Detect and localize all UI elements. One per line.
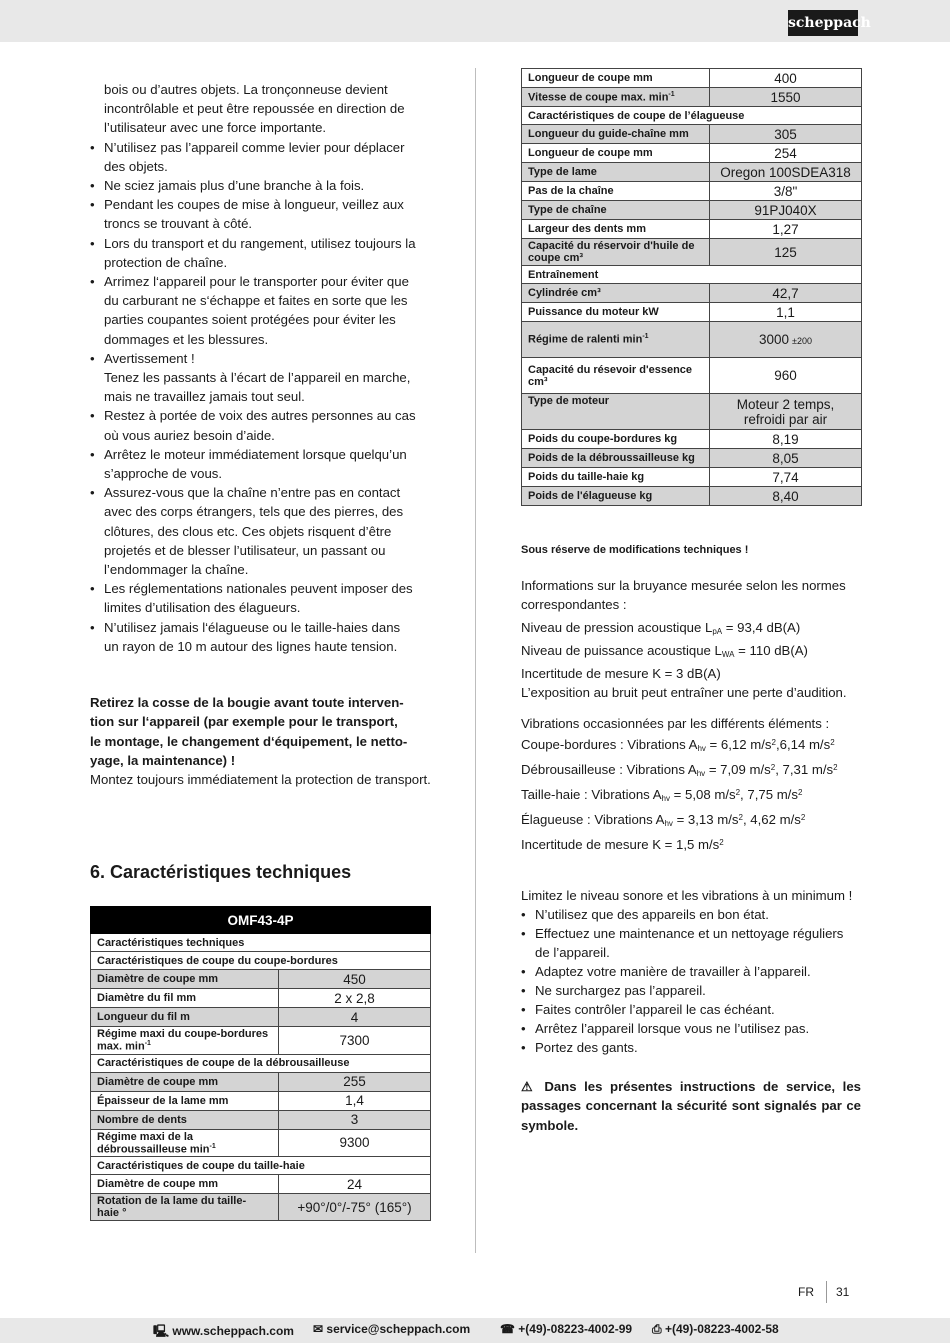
phone-icon: ☎	[500, 1322, 515, 1336]
fax-icon: ⎙	[652, 1322, 662, 1336]
section-heading: 6. Caractéristiques techniques	[90, 862, 352, 882]
bullet-item	[90, 272, 430, 349]
text-line: • N’utilisez jamais l‘élagueuse ou le taille-haies dans	[104, 619, 401, 635]
table-row	[91, 1091, 431, 1110]
model-header: OMF43-4P	[91, 907, 431, 934]
spec-value: 7300	[279, 1027, 431, 1055]
table-row	[91, 1027, 431, 1055]
table-row	[522, 239, 862, 266]
table-row	[522, 220, 862, 239]
bullet-item	[521, 1038, 866, 1057]
spec-label: Type de chaîne	[522, 201, 710, 220]
spec-value: 8,19	[710, 430, 862, 449]
table-row	[91, 1110, 431, 1129]
bullet-item	[90, 138, 430, 176]
spec-value: 3/8"	[710, 182, 862, 201]
spec-value: 8,40	[710, 487, 862, 506]
table-row	[522, 358, 862, 394]
table-row	[522, 284, 862, 303]
table-row	[522, 125, 862, 144]
spec-value: 305	[710, 125, 862, 144]
bullet-item	[90, 618, 430, 656]
spec-label: Nombre de dents	[91, 1110, 279, 1129]
spec-label: Puissance du moteur kW	[522, 303, 710, 322]
left-safety-text	[90, 80, 430, 656]
text-line: • Adaptez votre manière de travailler à l’appareil.	[535, 964, 811, 979]
spec-value: 3	[279, 1110, 431, 1129]
spec-label: Poids du coupe-bordures kg	[522, 430, 710, 449]
text-line: l’endommager la chaîne.	[104, 562, 249, 578]
text-line: • Lors du transport et du rangement, utilisez toujours la	[104, 235, 416, 251]
email-link[interactable]	[313, 1322, 470, 1336]
spec-label: Poids de l'élagueuse kg	[522, 487, 710, 506]
text-line: • Faites contrôler l’appareil le cas échéant.	[535, 1002, 775, 1017]
section-label: Caractéristiques de coupe du coupe-bordures	[91, 952, 431, 970]
spec-value: Oregon 100SDEA318	[710, 163, 862, 182]
vibration-line: Débrousailleuse : Vibrations $A_{hv} = 7,09$ $m/s^2$, 7,31 $m/s^2$	[521, 762, 838, 778]
table-row	[522, 487, 862, 506]
section-label: Caractéristiques de coupe de la débrousailleuse	[91, 1054, 431, 1072]
bullet-item	[90, 176, 430, 195]
vibration-line: Coupe-bordures : Vibrations $A_{hv} = 6,12$ $m/s^2,6,14$ $m/s^2$	[521, 737, 835, 753]
spec-value: 24	[279, 1175, 431, 1194]
vibration-intro: Vibrations occasionnées par les différents éléments :	[521, 716, 830, 731]
spec-value: Moteur 2 temps, refroidi par air	[710, 394, 862, 430]
spec-value: 1550	[710, 88, 862, 107]
table-row	[522, 69, 862, 88]
table-row	[91, 989, 431, 1008]
spec-value: 1,1	[710, 303, 862, 322]
spec-value: 7,74	[710, 468, 862, 487]
spec-label: Régime maxi du coupe-bordures max. $\min^{-1}$	[91, 1027, 279, 1055]
table-row	[522, 182, 862, 201]
spec-value: +90°/0°/-75° (165°)	[279, 1194, 431, 1221]
page-number: 31	[836, 1285, 850, 1299]
text-line: • Effectuez une maintenance et un nettoyage réguliers	[535, 926, 844, 941]
table-row	[91, 1194, 431, 1221]
bullet-item	[90, 483, 430, 579]
sound-power-line: Niveau de puissance acoustique $L_{WA} = 110$ dB(A)	[521, 643, 808, 659]
text-line: • N’utilisez pas l’appareil comme levier pour déplacer	[104, 139, 405, 155]
contact-bar	[0, 1318, 950, 1343]
table-section-row	[91, 1054, 431, 1072]
spec-value: 42,7	[710, 284, 862, 303]
text-line: de l’appareil.	[535, 945, 610, 960]
spec-label: Longueur du guide-chaîne mm	[522, 125, 710, 144]
table-row	[91, 1129, 431, 1157]
spec-value: 9300	[279, 1129, 431, 1157]
text-line: • Avertissement !	[104, 350, 195, 366]
bullet-item	[90, 445, 430, 483]
spec-value: 960	[710, 358, 862, 394]
text-line: le montage, le changement d‘équipement, le netto-	[90, 733, 408, 749]
spec-value: 3000 ±200	[710, 322, 862, 358]
table-section-row	[91, 1157, 431, 1175]
text-line: limites d’utilisation des élagueurs.	[104, 600, 301, 616]
vibration-block	[521, 714, 866, 854]
spec-label: Poids de la débroussailleuse kg	[522, 449, 710, 468]
text-line: bois ou d’autres objets. La tronçonneuse devient	[104, 82, 388, 97]
section-label: Entraînement	[522, 266, 862, 284]
text-line: incontrôlable et peut être repoussée en direction de	[104, 101, 405, 117]
spec-value: 1,27	[710, 220, 862, 239]
website-link[interactable]	[153, 1322, 294, 1343]
monitor-icon: 🖳	[153, 1324, 170, 1338]
bullet-item	[521, 924, 866, 962]
text-line: parties coupantes soient protégées pour éviter les	[104, 312, 396, 328]
table-row	[522, 88, 862, 107]
spec-label: Cylindrée cm³	[522, 284, 710, 303]
section-label: Caractéristiques de coupe du taille-haie	[91, 1157, 431, 1175]
spec-label: Vitesse de coupe max. $\min^{-1}$	[522, 88, 710, 107]
text-line: s’approche de vous.	[104, 466, 223, 482]
fax-text: +(49)-08223-4002-58	[664, 1322, 779, 1336]
text-line: • Ne sciez jamais plus d’une branche à la fois.	[104, 178, 365, 194]
text-line: • Arrimez l‘appareil pour le transporter pour éviter que	[104, 274, 409, 290]
transport-note: Montez toujours immédiatement la protection de transport.	[90, 772, 431, 787]
bullet-item	[90, 195, 430, 233]
vibration-line: Élagueuse : Vibrations $A_{hv} = 3,13$ $m/s^2$, 4,62 $m/s^2$	[521, 812, 806, 828]
section-label: Caractéristiques techniques	[91, 934, 431, 952]
spec-label: Poids du taille-haie kg	[522, 468, 710, 487]
table-row	[91, 1072, 431, 1091]
spec-label: Diamètre de coupe mm	[91, 1175, 279, 1194]
bullet-item	[90, 406, 430, 444]
fax-number	[652, 1322, 779, 1337]
phone-number	[500, 1322, 632, 1336]
bullet-item	[90, 234, 430, 272]
text-line: • Ne surchargez pas l’appareil.	[535, 983, 706, 998]
spec-label: Longueur de coupe mm	[522, 69, 710, 88]
spec-label: Rotation de la lame du taille- haie °	[91, 1194, 279, 1221]
table-row	[91, 1175, 431, 1194]
text-line: correspondantes :	[521, 597, 627, 612]
text-line: tion sur l‘appareil (par exemple pour le transport,	[90, 714, 398, 730]
bullet-item	[521, 1019, 866, 1038]
text-line: Informations sur la bruyance mesurée selon les normes	[521, 578, 846, 593]
spec-label: Capacité du réservoir d'huile de coupe cm³	[522, 239, 710, 266]
spec-label: Capacité du résevoir d'essence cm³	[522, 358, 710, 394]
spec-label: Longueur du fil m	[91, 1008, 279, 1027]
spec-label: Pas de la chaîne	[522, 182, 710, 201]
spec-value: 4	[279, 1008, 431, 1027]
text-line: Tenez les passants à l’écart de l’appareil en marche,	[104, 370, 411, 386]
footer-divider	[826, 1281, 827, 1303]
table-row	[522, 449, 862, 468]
table-row	[522, 468, 862, 487]
spec-label: Longueur de coupe mm	[522, 144, 710, 163]
spec-value: 450	[279, 970, 431, 989]
language-label: FR	[798, 1285, 814, 1299]
bullet-item	[521, 1000, 866, 1019]
spec-label: Régime de ralenti $\min^{-1}$	[522, 322, 710, 358]
noise-values	[521, 618, 866, 702]
spec-value: 8,05	[710, 449, 862, 468]
text-line: du carburant ne s‘échappe et faites en sorte que les	[104, 293, 408, 309]
text-line: yage, la maintenance) !	[90, 753, 236, 769]
sound-pressure-line: Niveau de pression acoustique $L_{pA} = 93,4$ dB(A)	[521, 620, 801, 636]
section-label: Caractéristiques de coupe de l’élagueuse	[522, 107, 862, 125]
email-text: service@scheppach.com	[326, 1322, 471, 1336]
spec-value: 91PJ040X	[710, 201, 862, 220]
safety-symbol-note: ⚠ Dans les présentes instructions de service, les passages concernant la sécurité sont signalés par ce symbole.	[521, 1079, 861, 1133]
spec-label: Épaisseur de la lame mm	[91, 1091, 279, 1110]
spec-value: 400	[710, 69, 862, 88]
text-line: dommages et les blessures.	[104, 331, 269, 347]
spec-value: 2 x 2,8	[279, 989, 431, 1008]
table-row	[522, 201, 862, 220]
spec-value: 254	[710, 144, 862, 163]
bullet-item	[521, 905, 866, 924]
exposure-line: L’exposition au bruit peut entraîner une perte d’audition.	[521, 685, 847, 700]
limit-intro: Limitez le niveau sonore et les vibrations à un minimum !	[521, 888, 853, 903]
table-row	[522, 144, 862, 163]
spec-label: Diamètre du fil mm	[91, 989, 279, 1008]
table-section-row	[91, 952, 431, 970]
table-section-row	[522, 266, 862, 284]
spec-label: Type de lame	[522, 163, 710, 182]
vibration-uncertainty: Incertitude de mesure K = 1,5 $m/s^2$	[521, 837, 724, 852]
vibration-line: Taille-haie : Vibrations $A_{hv} = 5,08$ $m/s^2$, 7,75 $m/s^2$	[521, 787, 803, 803]
text-line: • Assurez-vous que la chaîne n’entre pas en contact	[104, 485, 401, 501]
table-row	[522, 394, 862, 430]
text-line: mais ne travaillez jamais tout seul.	[104, 389, 305, 405]
bullet-item	[521, 962, 866, 981]
spec-value: 1,4	[279, 1091, 431, 1110]
text-line: un rayon de 10 m autour des lignes haute tension.	[104, 638, 398, 654]
table-row	[91, 1008, 431, 1027]
text-line: où vous auriez besoin d’aide.	[104, 427, 275, 443]
text-line: Retirez la cosse de la bougie avant toute interven-	[90, 695, 404, 710]
column-divider	[475, 68, 476, 1253]
text-line: • Les réglementations nationales peuvent imposer des	[104, 581, 413, 597]
phone-text: +(49)-08223-4002-99	[518, 1322, 633, 1336]
spec-label: Régime maxi de la débroussailleuse $\min^{-1}$	[91, 1129, 279, 1157]
text-line: avec des corps étrangers, tels que des pierres, des	[104, 504, 404, 520]
uncertainty-line: Incertitude de mesure K = 3 dB(A)	[521, 666, 721, 681]
text-line: • Pendant les coupes de mise à longueur, veillez aux	[104, 197, 404, 213]
table-row	[522, 322, 862, 358]
table-row	[522, 303, 862, 322]
modification-note: Sous réserve de modifications techniques !	[521, 544, 749, 556]
spec-label: Diamètre de coupe mm	[91, 970, 279, 989]
noise-intro	[521, 576, 866, 614]
table-section-row	[522, 107, 862, 125]
table-row	[91, 970, 431, 989]
limit-block	[521, 886, 866, 1057]
spec-value: 255	[279, 1072, 431, 1091]
text-line: clôtures, des clous etc. Ces objets risquent d’être	[104, 523, 392, 539]
spec-label: Largeur des dents mm	[522, 220, 710, 239]
bullet-item	[521, 981, 866, 1000]
spec-label: Type de moteur	[522, 394, 710, 430]
text-line: l’utilisateur avec une force importante.	[104, 120, 327, 136]
text-line: projetés et de blesser l’utilisateur, un passant ou	[104, 542, 386, 558]
text-line: • Arrêtez l’appareil lorsque vous ne l’utilisez pas.	[535, 1021, 810, 1036]
specs-table-right	[521, 68, 862, 506]
table-row	[522, 163, 862, 182]
text-line: troncs se trouvant à côté.	[104, 216, 253, 232]
text-line: • Portez des gants.	[535, 1040, 638, 1055]
brand-logo: scheppach	[788, 10, 858, 36]
text-line: protection de chaîne.	[104, 254, 228, 270]
specs-table-left	[90, 906, 431, 1221]
bullet-item	[90, 349, 430, 407]
text-line: des objets.	[104, 158, 168, 174]
table-section-row	[91, 934, 431, 952]
bullet-item	[90, 579, 430, 617]
text-line: • Arrêtez le moteur immédiatement lorsque quelqu’un	[104, 446, 407, 462]
text-line: • Restez à portée de voix des autres personnes au cas	[104, 408, 416, 424]
spec-label: Diamètre de coupe mm	[91, 1072, 279, 1091]
text-line: • N’utilisez que des appareils en bon état.	[535, 907, 769, 922]
envelope-icon: ✉	[313, 1322, 324, 1336]
table-row	[522, 430, 862, 449]
website-text: www.scheppach.com	[172, 1324, 294, 1338]
spec-value: 125	[710, 239, 862, 266]
spark-plug-warning	[90, 693, 430, 771]
